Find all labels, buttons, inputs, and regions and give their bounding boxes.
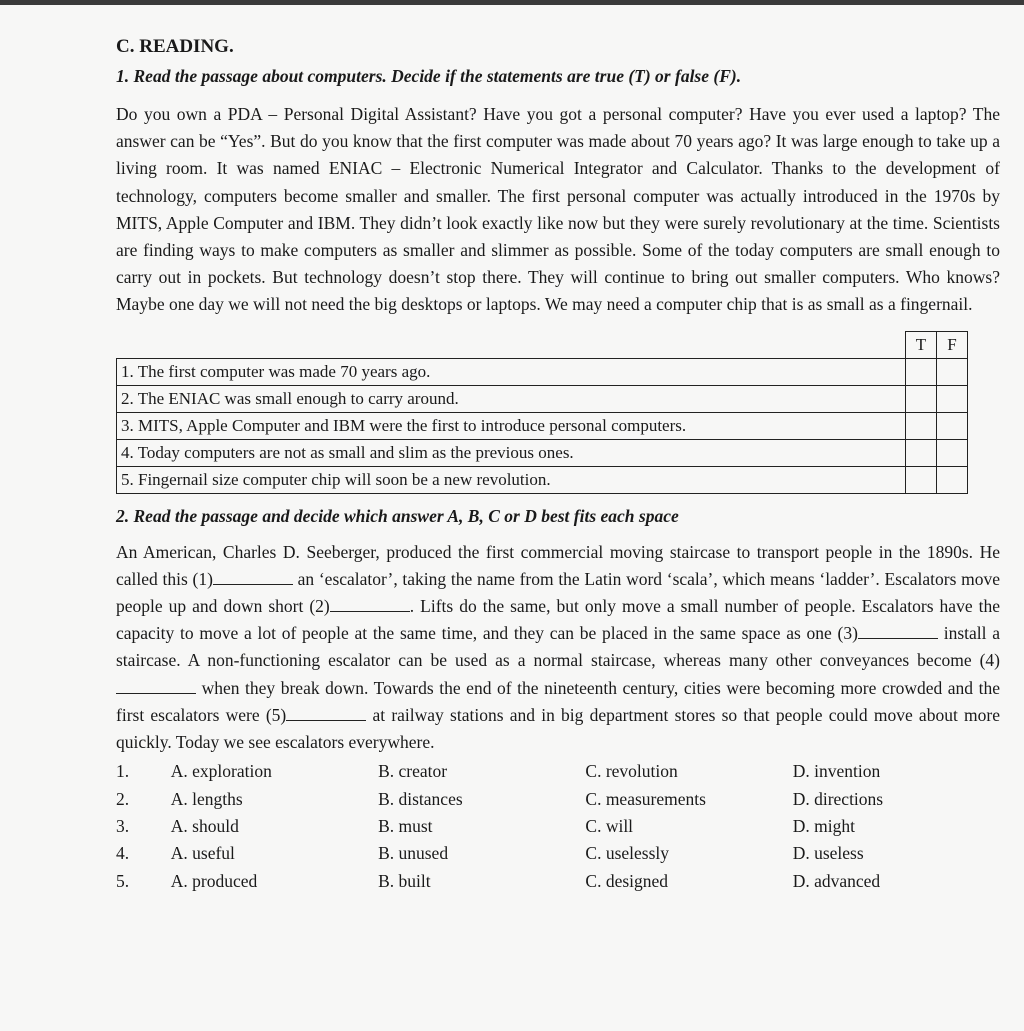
option-d[interactable]: D. invention bbox=[792, 761, 881, 782]
option-a[interactable]: A. should bbox=[170, 815, 239, 836]
statement-text: 3. MITS, Apple Computer and IBM were the first to introduce personal computers. bbox=[117, 412, 906, 439]
true-answer-box[interactable] bbox=[906, 358, 937, 385]
table-row bbox=[117, 358, 968, 385]
option-d[interactable]: D. advanced bbox=[792, 870, 881, 891]
true-answer-box[interactable] bbox=[906, 385, 937, 412]
table-row bbox=[117, 439, 968, 466]
worksheet bbox=[116, 36, 1000, 895]
answer-options bbox=[116, 758, 1000, 894]
true-answer-box[interactable] bbox=[906, 466, 937, 493]
option-row bbox=[116, 758, 1000, 785]
passage-segment: at railway stations and in big department stores so that people could move about more quickly. Today we see escalators everywhere. bbox=[116, 704, 1000, 753]
statement-text: 1. The first computer was made 70 years ago. bbox=[117, 358, 906, 385]
option-row bbox=[116, 813, 1000, 840]
passage-segment: An American, Charles D. Seeberger, produced the first commercial moving staircase to transport people in the 1890s. He called this (1) bbox=[116, 541, 1000, 589]
passage-segment: . Lifts do the same, but only move a small number of people. Escalators have the capacity to move a lot of people at the same time, and they can be placed in the same space as one (3) bbox=[116, 596, 1000, 644]
question-number: 3. bbox=[116, 815, 130, 836]
false-answer-box[interactable] bbox=[937, 385, 968, 412]
header-false: F bbox=[937, 331, 968, 358]
option-row bbox=[116, 786, 1000, 813]
header-spacer bbox=[117, 331, 906, 358]
gap-3-blank[interactable] bbox=[858, 623, 938, 639]
option-b[interactable]: B. built bbox=[378, 870, 431, 891]
option-c[interactable]: C. uselessly bbox=[585, 843, 670, 864]
option-c[interactable]: C. measurements bbox=[585, 788, 706, 809]
false-answer-box[interactable] bbox=[937, 358, 968, 385]
option-c[interactable]: C. designed bbox=[585, 870, 669, 891]
part2-instruction: 2. Read the passage and decide which answer A, B, C or D best fits each space bbox=[116, 505, 679, 526]
computer-passage: Do you own a PDA – Personal Digital Assistant? Have you got a personal computer? Have you ever used a laptop? The answer can be “Yes”. But do you know that the first computer was made about 70 years ago? It was large enough to take up a living room. It was named ENIAC – Electronic Numerical Integrator and Calculator. Thanks to the development of technology, computers become smaller and smaller. The first personal computer was actually introduced in the 1970s by MITS, Apple Computer and IBM. They didn’t look exactly like now but they were surely revolutionary at the time. Scientists are finding ways to make computers as smaller and slimmer as possible. Some of the today computers are small enough to carry out in pockets. But technology doesn’t stop there. They will continue to bring out smaller computers. Who knows? Maybe one day we will not need the big desktops or laptops. We may need a computer chip that is as small as a fingernail. bbox=[116, 104, 1000, 315]
section-title: C. READING. bbox=[116, 36, 234, 57]
option-b[interactable]: B. unused bbox=[378, 843, 449, 864]
option-c[interactable]: C. will bbox=[585, 815, 634, 836]
passage-segment: install a staircase. A non-functioning escalator can be used as a normal staircase, whereas many other conveyances become (4) bbox=[116, 623, 1000, 671]
option-row bbox=[116, 840, 1000, 867]
option-b[interactable]: B. distances bbox=[378, 788, 463, 809]
option-a[interactable]: A. lengths bbox=[170, 788, 243, 809]
table-header-row bbox=[117, 331, 968, 358]
true-answer-box[interactable] bbox=[906, 439, 937, 466]
table-row bbox=[117, 466, 968, 493]
gap-5-blank[interactable] bbox=[286, 705, 366, 721]
statement-text: 4. Today computers are not as small and slim as the previous ones. bbox=[117, 439, 906, 466]
question-number: 2. bbox=[116, 788, 130, 809]
gap-4-blank[interactable] bbox=[116, 678, 196, 694]
statement-text: 5. Fingernail size computer chip will soon be a new revolution. bbox=[117, 466, 906, 493]
false-answer-box[interactable] bbox=[937, 439, 968, 466]
option-a[interactable]: A. useful bbox=[170, 843, 235, 864]
gap-2-blank[interactable] bbox=[330, 596, 410, 612]
true-false-table bbox=[116, 331, 968, 494]
option-row bbox=[116, 867, 1000, 894]
question-number: 1. bbox=[116, 761, 130, 782]
option-d[interactable]: D. useless bbox=[792, 843, 864, 864]
header-true: T bbox=[906, 331, 937, 358]
table-row bbox=[117, 385, 968, 412]
top-border bbox=[0, 0, 1024, 5]
question-number: 5. bbox=[116, 870, 130, 891]
option-b[interactable]: B. creator bbox=[378, 761, 448, 782]
option-b[interactable]: B. must bbox=[378, 815, 433, 836]
table-row bbox=[117, 412, 968, 439]
option-c[interactable]: C. revolution bbox=[585, 761, 678, 782]
passage-segment: when they break down. Towards the end of the nineteenth century, cities were becoming more crowded and the first escalators were (5) bbox=[116, 677, 1000, 725]
option-a[interactable]: A. produced bbox=[170, 870, 258, 891]
passage-segment: an ‘escalator’, taking the name from the Latin word ‘scala’, which means ‘ladder’. Escalators move people up and down short (2) bbox=[116, 568, 1000, 617]
statement-text: 2. The ENIAC was small enough to carry around. bbox=[117, 385, 906, 412]
question-number: 4. bbox=[116, 843, 130, 864]
true-answer-box[interactable] bbox=[906, 412, 937, 439]
gap-1-blank[interactable] bbox=[213, 569, 293, 585]
false-answer-box[interactable] bbox=[937, 466, 968, 493]
option-a[interactable]: A. exploration bbox=[170, 761, 272, 782]
option-d[interactable]: D. directions bbox=[792, 788, 884, 809]
option-d[interactable]: D. might bbox=[792, 815, 855, 836]
part1-instruction: 1. Read the passage about computers. Decide if the statements are true (T) or false (F). bbox=[116, 66, 742, 86]
escalator-passage bbox=[116, 539, 1000, 757]
false-answer-box[interactable] bbox=[937, 412, 968, 439]
